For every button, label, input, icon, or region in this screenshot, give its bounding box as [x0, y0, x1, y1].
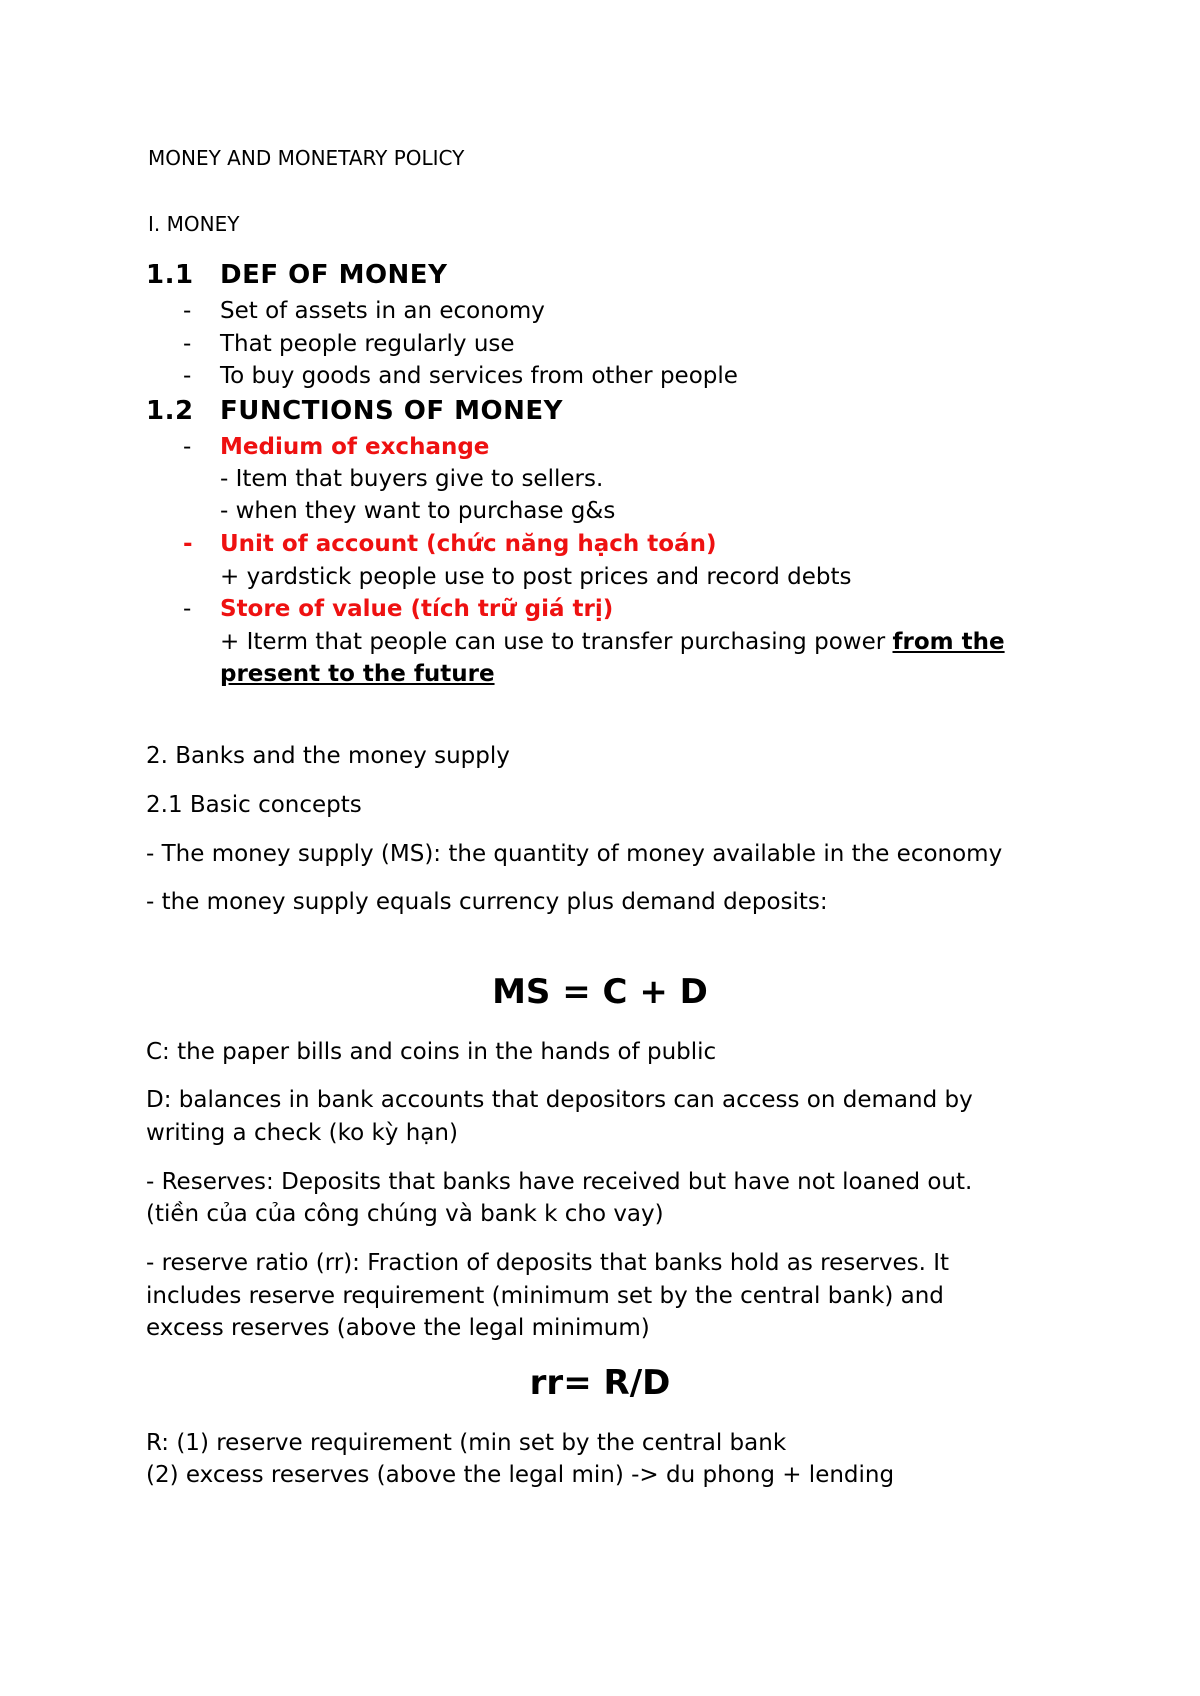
- function-unit-of-account: Unit of account (chức năng hạch toán): [220, 531, 717, 557]
- function-1-line-1: - Item that buyers give to sellers.: [220, 466, 604, 492]
- r-definition-line-2: (2) excess reserves (above the legal min) -> du phong + lending: [146, 1462, 895, 1488]
- document-title: MONEY AND MONETARY POLICY: [148, 146, 465, 170]
- bullet-dash: -: [183, 363, 192, 389]
- d-definition-line-1: D: balances in bank accounts that depositors can access on demand by: [146, 1087, 973, 1113]
- formula-rr: rr= R/D: [529, 1363, 671, 1403]
- formula-ms: MS = C + D: [492, 972, 708, 1012]
- heading-1-1-number: 1.1: [146, 260, 194, 290]
- function-store-of-value: Store of value (tích trữ giá trị): [220, 596, 614, 622]
- def-bullet-2: That people regularly use: [220, 331, 515, 357]
- d-definition-line-2: writing a check (ko kỳ hạn): [146, 1120, 458, 1146]
- reserves-line-2: (tiền của của công chúng và bank k cho vay): [146, 1201, 664, 1227]
- bullet-dash: -: [183, 298, 192, 324]
- heading-1-1-text: DEF OF MONEY: [220, 260, 448, 290]
- heading-1-2-text: FUNCTIONS OF MONEY: [220, 396, 564, 426]
- function-3-emphasis-2: present to the future: [220, 661, 495, 687]
- bullet-dash: -: [183, 434, 192, 460]
- section-money-heading: I. MONEY: [148, 212, 240, 236]
- reserve-ratio-line-2: includes reserve requirement (minimum set by the central bank) and: [146, 1283, 944, 1309]
- def-bullet-1: Set of assets in an economy: [220, 298, 545, 324]
- section-banks-heading: 2. Banks and the money supply: [146, 743, 510, 769]
- function-medium-of-exchange: Medium of exchange: [220, 434, 490, 460]
- r-definition-line-1: R: (1) reserve requirement (min set by the central bank: [146, 1430, 787, 1456]
- function-3-text: + Iterm that people can use to transfer purchasing power: [220, 629, 893, 655]
- reserves-line-1: - Reserves: Deposits that banks have received but have not loaned out.: [146, 1169, 973, 1195]
- bullet-dash-red: -: [183, 531, 193, 557]
- reserve-ratio-line-1: - reserve ratio (rr): Fraction of deposits that banks hold as reserves. It: [146, 1250, 950, 1276]
- c-definition: C: the paper bills and coins in the hands of public: [146, 1039, 717, 1065]
- money-supply-definition: - The money supply (MS): the quantity of money available in the economy: [146, 841, 1003, 867]
- function-1-line-2: - when they want to purchase g&s: [220, 498, 616, 524]
- function-3-line: [220, 629, 1005, 655]
- heading-1-2-number: 1.2: [146, 396, 194, 426]
- subsection-basic-concepts: 2.1 Basic concepts: [146, 792, 362, 818]
- function-3-emphasis-1: from the: [892, 629, 1005, 655]
- reserve-ratio-line-3: excess reserves (above the legal minimum): [146, 1315, 650, 1341]
- function-2-line: + yardstick people use to post prices and record debts: [220, 564, 852, 590]
- bullet-dash: -: [183, 596, 192, 622]
- bullet-dash: -: [183, 331, 192, 357]
- money-supply-equation-text: - the money supply equals currency plus demand deposits:: [146, 889, 828, 915]
- def-bullet-3: To buy goods and services from other people: [220, 363, 738, 389]
